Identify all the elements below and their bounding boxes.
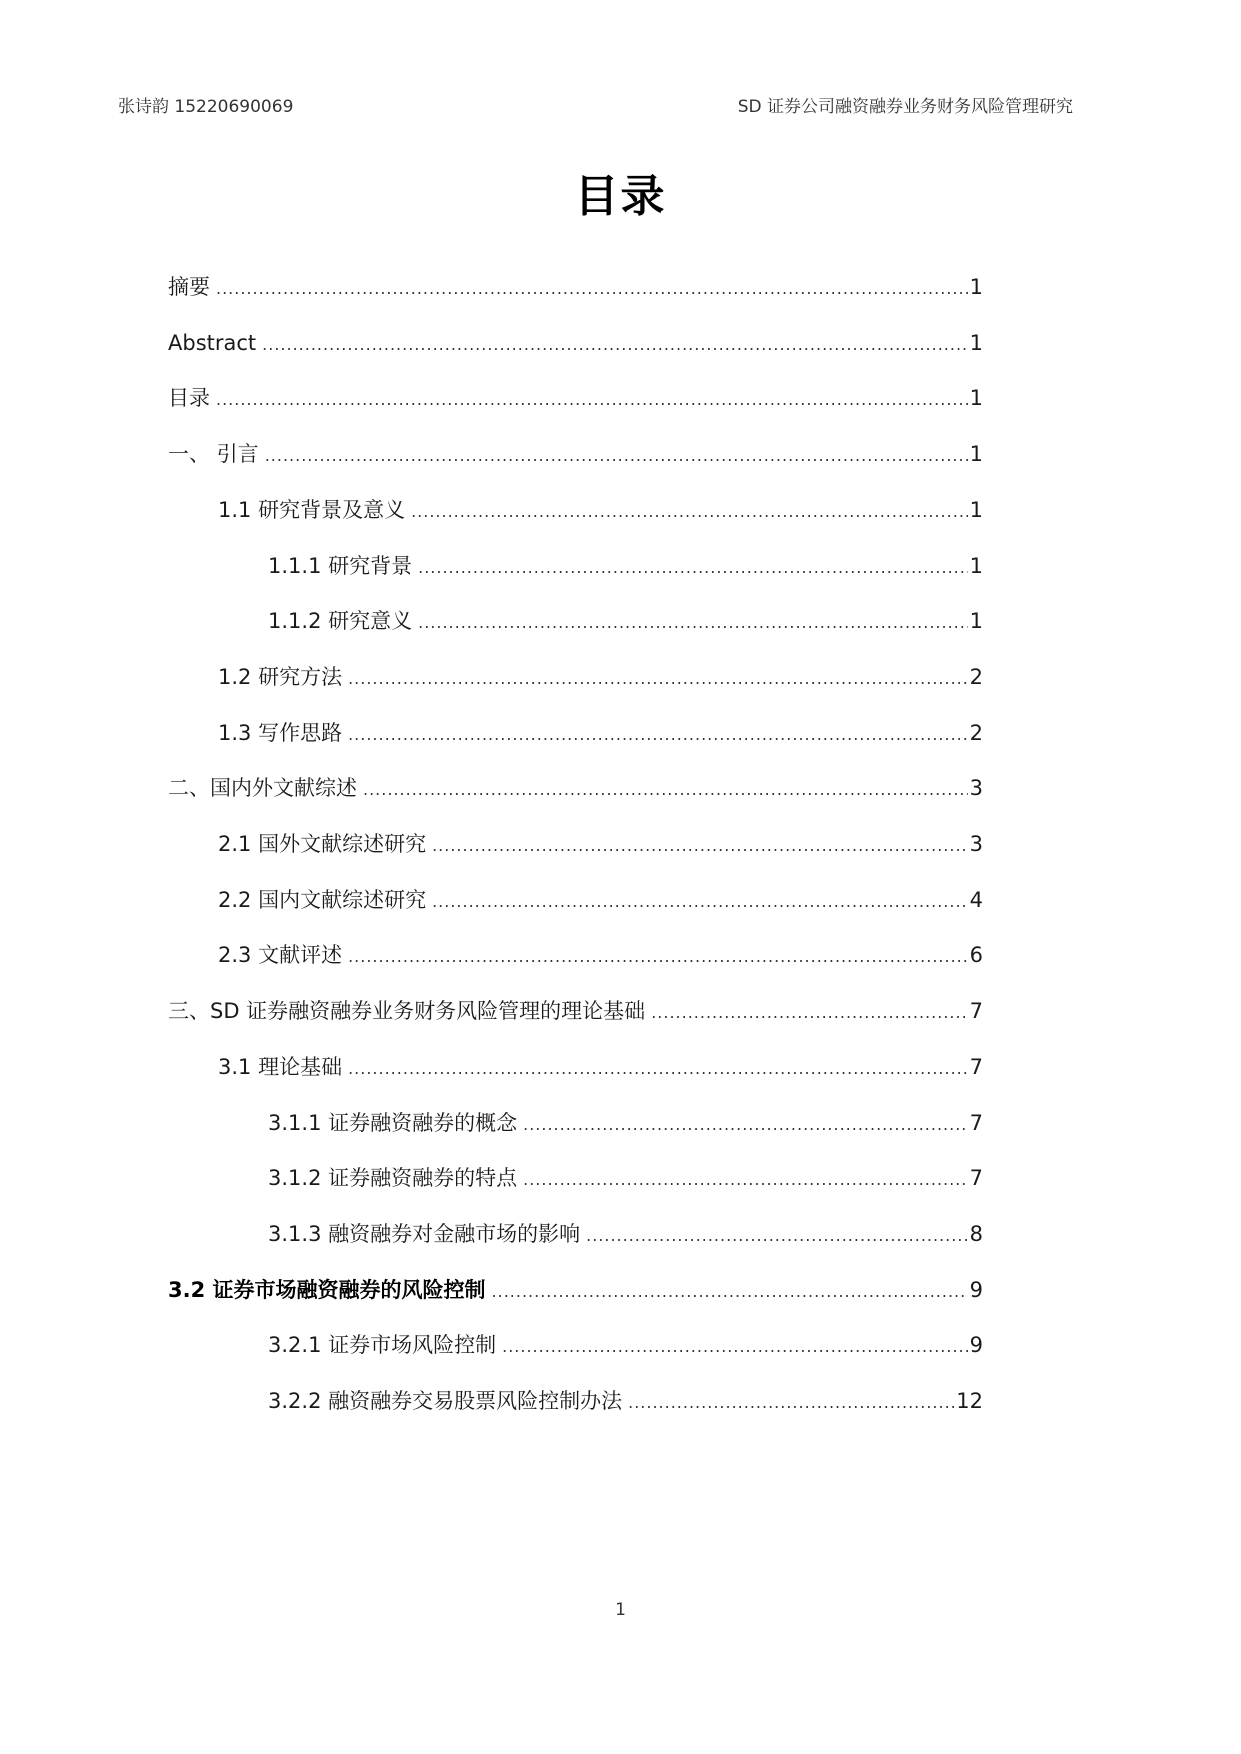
toc-dot-leader xyxy=(348,942,968,972)
toc-dot-leader xyxy=(432,831,968,861)
toc-entry-page: 7 xyxy=(969,999,983,1024)
toc-dot-leader xyxy=(628,1388,954,1418)
toc-entry[interactable] xyxy=(168,439,983,469)
toc-entry[interactable] xyxy=(168,272,983,302)
toc-entry-page: 1 xyxy=(969,609,983,634)
toc-dot-leader xyxy=(492,1277,968,1307)
toc-entry[interactable] xyxy=(218,495,983,525)
toc-entry-page: 7 xyxy=(969,1054,983,1079)
toc-entry-page: 2 xyxy=(969,664,983,689)
page-title: 目录 xyxy=(574,171,667,222)
toc-entry-label: 3.2.2 融资融券交易股票风险控制办法 xyxy=(268,1389,623,1413)
toc-entry[interactable] xyxy=(218,1052,983,1082)
toc-dot-leader xyxy=(216,274,968,304)
page-number: 1 xyxy=(615,1600,626,1620)
toc-dot-leader xyxy=(586,1221,968,1251)
toc-entry-page: 6 xyxy=(969,943,983,968)
toc-entry[interactable] xyxy=(218,829,983,859)
toc-dot-leader xyxy=(216,385,968,415)
toc-dot-leader xyxy=(411,497,968,527)
toc-entry-label: 二、国内外文献综述 xyxy=(168,776,357,801)
toc-entry[interactable] xyxy=(268,606,983,636)
toc-entry[interactable] xyxy=(168,1275,983,1305)
toc-entry-page: 4 xyxy=(969,887,983,912)
toc-entry[interactable] xyxy=(168,328,983,358)
toc-entry-page: 9 xyxy=(969,1333,983,1358)
toc-entry[interactable] xyxy=(218,662,983,692)
toc-dot-leader xyxy=(502,1332,968,1362)
toc-entry[interactable] xyxy=(218,885,983,915)
toc-entry-label: 1.1 研究背景及意义 xyxy=(218,497,406,522)
toc-dot-leader xyxy=(348,720,968,750)
toc-dot-leader xyxy=(348,664,968,694)
toc-entry-page: 8 xyxy=(969,1221,983,1246)
toc-entry-label: 1.1.1 研究背景 xyxy=(268,553,413,578)
toc-dot-leader xyxy=(523,1110,968,1140)
toc-dot-leader xyxy=(651,998,967,1028)
toc-entry-label: 3.1.2 证券融资融券的特点 xyxy=(268,1166,518,1191)
toc-entry-label: 3.1 理论基础 xyxy=(218,1054,343,1079)
toc-entry[interactable] xyxy=(268,551,983,581)
toc-entry[interactable] xyxy=(268,1163,983,1193)
toc-entry-page: 3 xyxy=(969,776,983,801)
toc-dot-leader xyxy=(348,1054,968,1084)
toc-entry-page: 1 xyxy=(969,497,983,522)
toc-dot-leader xyxy=(432,887,968,917)
toc-entry-page: 3 xyxy=(969,832,983,856)
toc-entry[interactable] xyxy=(268,1219,983,1249)
header-document-title: SD 证券公司融资融券业务财务风险管理研究 xyxy=(737,97,1073,117)
toc-entry-page: 1 xyxy=(969,330,983,355)
toc-entry-label: 目录 xyxy=(168,386,210,411)
toc-entry-page: 7 xyxy=(969,1110,983,1135)
toc-entry[interactable] xyxy=(268,1330,983,1360)
toc-dot-leader xyxy=(418,553,968,583)
toc-entry-page: 1 xyxy=(969,275,983,299)
toc-entry-label: 3.2 证券市场融资融券的风险控制 xyxy=(168,1277,486,1302)
toc-entry[interactable] xyxy=(268,1386,983,1416)
toc-entry[interactable] xyxy=(218,718,983,748)
toc-entry-page: 12 xyxy=(956,1389,983,1413)
toc-entry-page: 2 xyxy=(969,720,983,745)
toc-entry-label: Abstract xyxy=(168,330,257,355)
toc-entry-label: 一、 引言 xyxy=(168,442,259,467)
toc-dot-leader xyxy=(363,775,968,805)
toc-dot-leader xyxy=(418,608,968,638)
toc-entry-label: 摘要 xyxy=(168,275,210,299)
toc-entry-page: 9 xyxy=(969,1277,983,1302)
toc-entry-label: 1.3 写作思路 xyxy=(218,720,343,745)
toc-entry-page: 7 xyxy=(969,1166,983,1191)
toc-entry-label: 1.2 研究方法 xyxy=(218,664,343,689)
toc-entry-label: 2.2 国内文献综述研究 xyxy=(218,887,427,912)
toc-dot-leader xyxy=(262,330,967,360)
toc-entry-label: 3.1.1 证券融资融券的概念 xyxy=(268,1110,518,1135)
toc-entry[interactable] xyxy=(168,383,983,413)
toc-entry-page: 1 xyxy=(969,442,983,467)
toc-dot-leader xyxy=(523,1165,968,1195)
header-author: 张诗韵 15220690069 xyxy=(118,97,294,117)
toc-entry[interactable] xyxy=(268,1108,983,1138)
toc-dot-leader xyxy=(265,441,968,471)
toc-entry[interactable] xyxy=(168,773,983,803)
toc-entry-label: 3.2.1 证券市场风险控制 xyxy=(268,1333,497,1358)
toc-entry-label: 三、SD 证券融资融券业务财务风险管理的理论基础 xyxy=(168,999,646,1024)
toc-entry[interactable] xyxy=(218,940,983,970)
toc-entry-label: 2.3 文献评述 xyxy=(218,943,343,968)
toc-entry-page: 1 xyxy=(969,553,983,578)
toc-entry-label: 1.1.2 研究意义 xyxy=(268,609,413,634)
toc-entry-label: 3.1.3 融资融券对金融市场的影响 xyxy=(268,1221,581,1246)
toc-entry[interactable] xyxy=(168,996,983,1026)
toc-entry-page: 1 xyxy=(969,386,983,411)
toc-entry-label: 2.1 国外文献综述研究 xyxy=(218,832,427,856)
